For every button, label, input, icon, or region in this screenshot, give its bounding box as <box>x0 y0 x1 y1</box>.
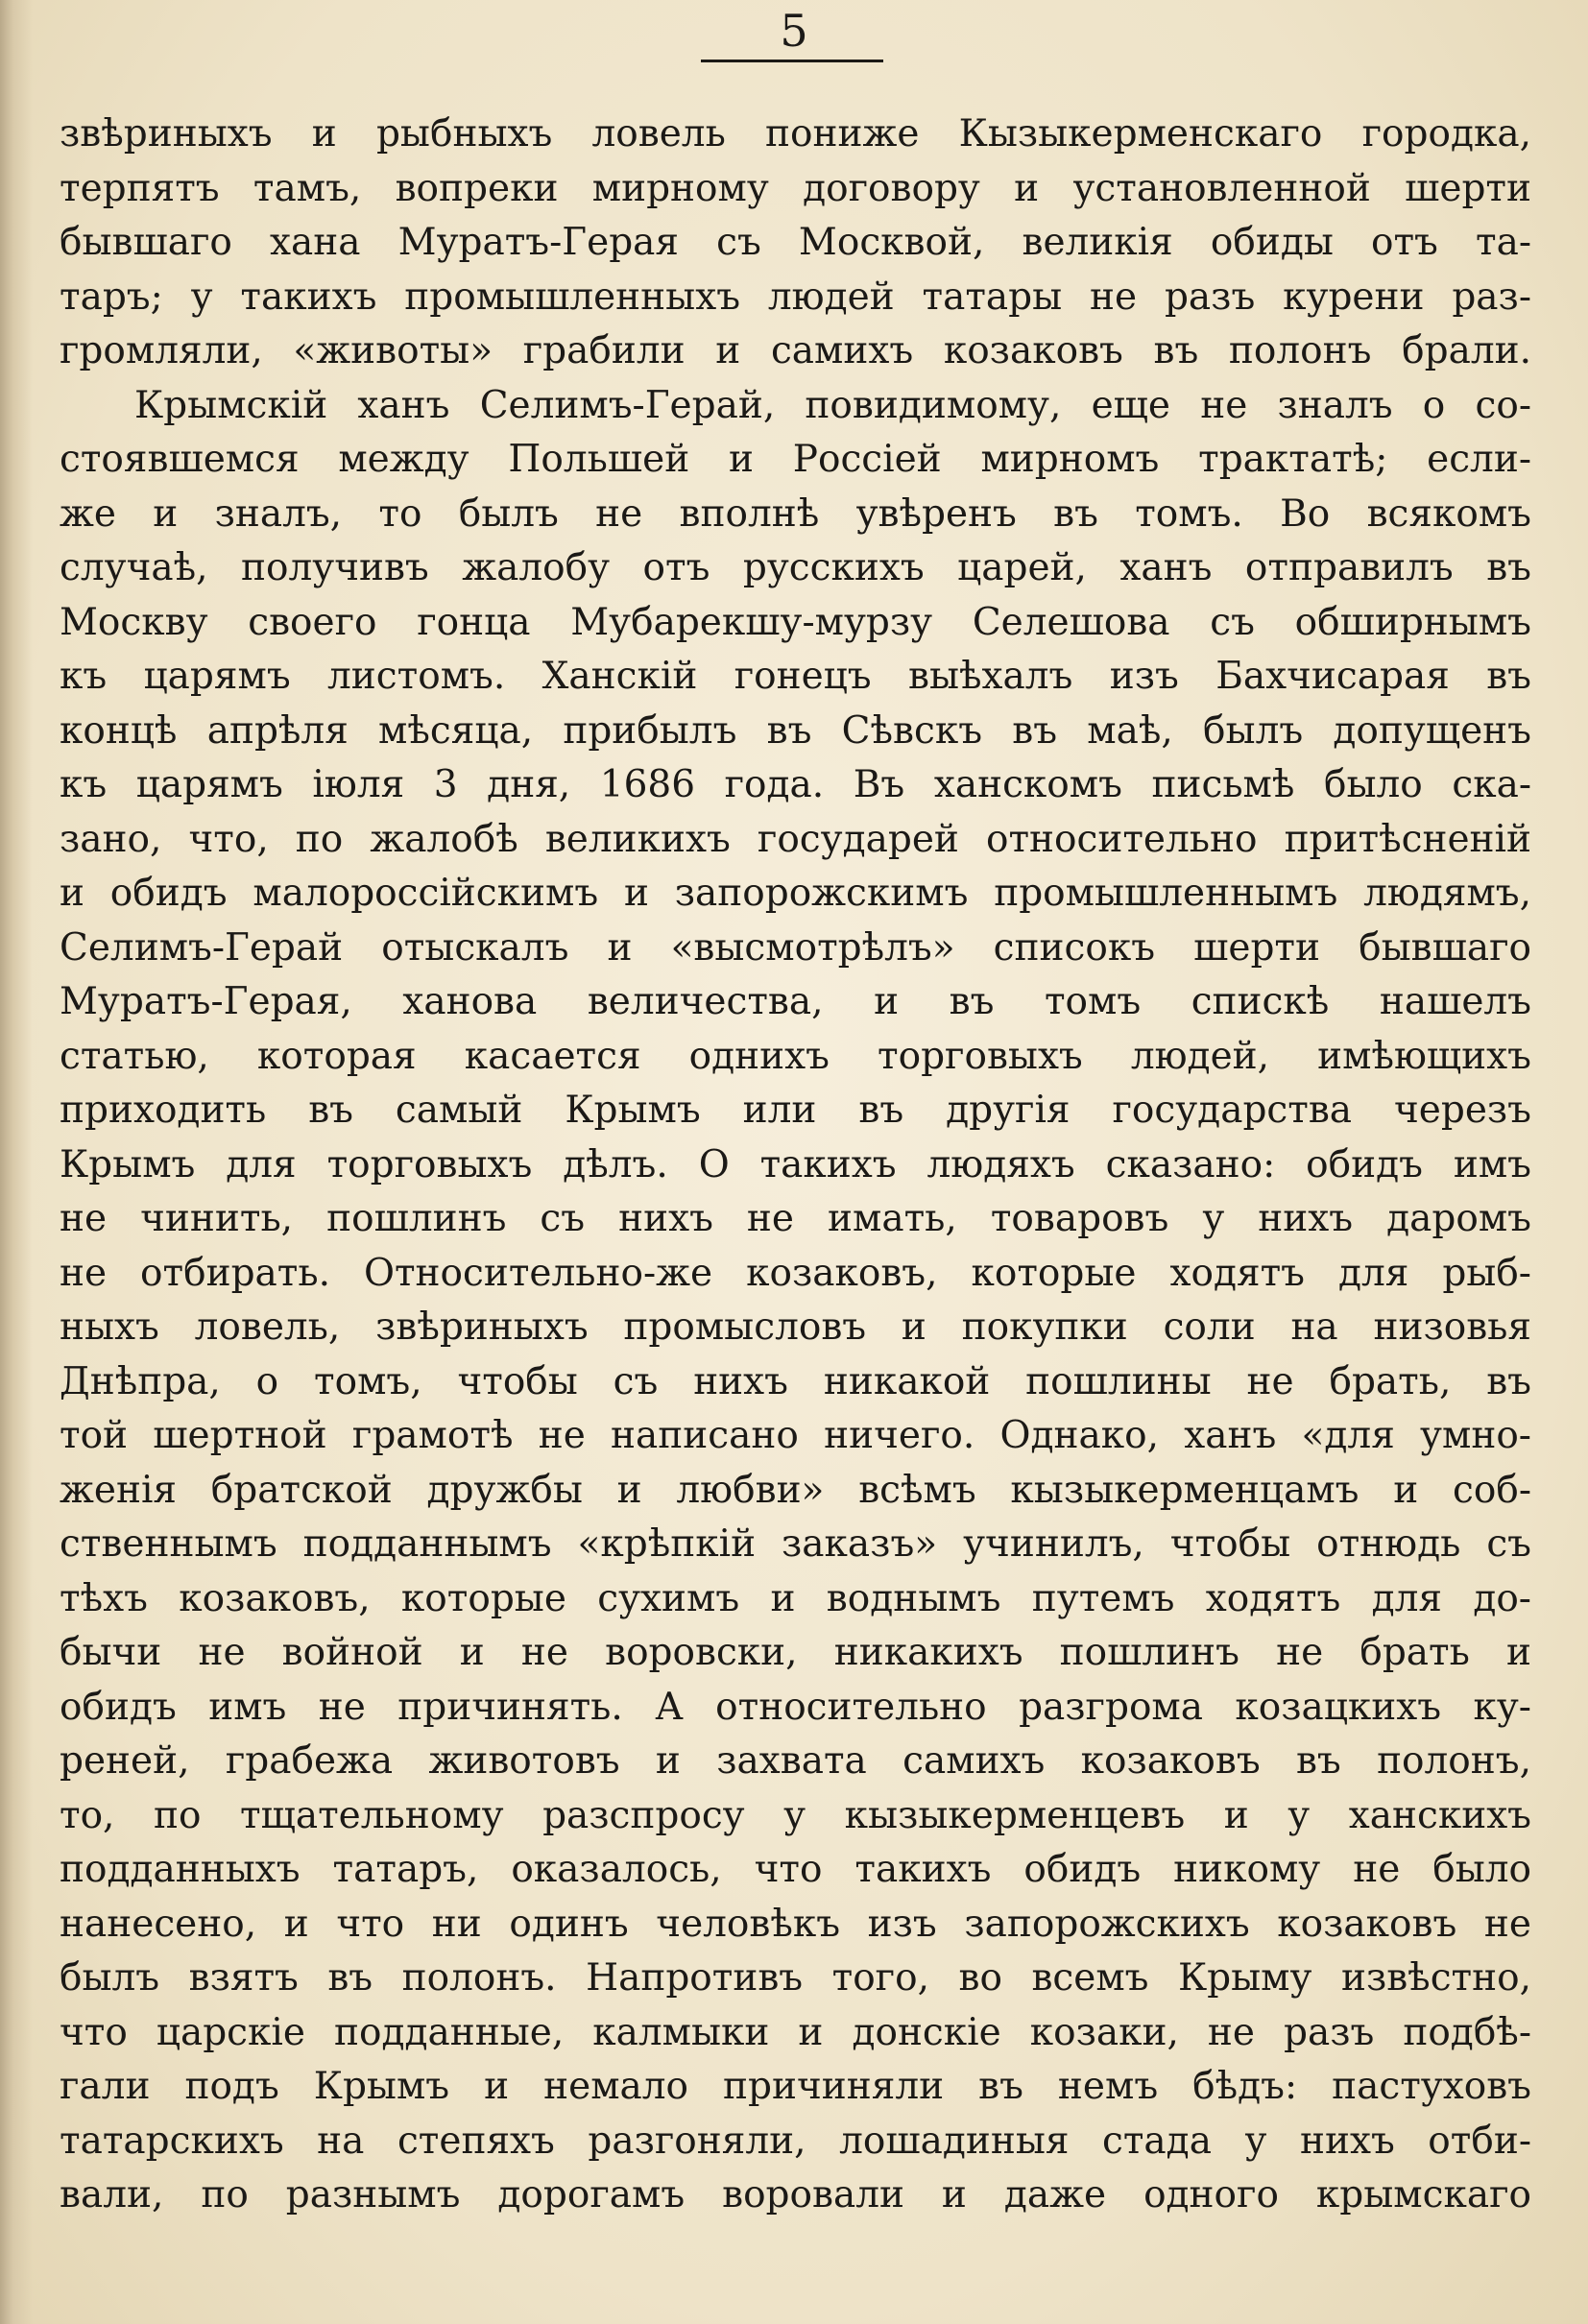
text-line: Крымъ для торговыхъ дѣлъ. О такихъ людяхъ сказано: обидъ имъ <box>60 1142 1531 1186</box>
text-line: къ царямъ іюля 3 дня, 1686 года. Въ ханскомъ письмѣ было ска- <box>60 763 1531 806</box>
text-line: громляли, «животы» грабили и самихъ козаковъ въ полонъ брали. <box>60 329 1531 372</box>
text-line: къ царямъ листомъ. Ханскій гонецъ выѣхалъ изъ Бахчисарая въ <box>60 655 1531 698</box>
text-line: Муратъ-Герая, ханова величества, и въ томъ спискѣ нашелъ <box>60 980 1531 1023</box>
paragraph-start-line: Крымскій ханъ Селимъ-Герай, повидимому, еще не зналъ о со- <box>134 383 1531 427</box>
text-line: не отбирать. Относительно-же козаковъ, которые ходятъ для рыб- <box>60 1251 1531 1295</box>
text-line: обидъ имъ не причинять. А относительно разгрома козацкихъ ку- <box>60 1685 1531 1729</box>
text-line: Москву своего гонца Мубарекшу-мурзу Селешова съ обширнымъ <box>60 600 1531 644</box>
text-line: же и зналъ, то былъ не вполнѣ увѣренъ въ томъ. Во всякомъ <box>60 491 1531 536</box>
text-line: случаѣ, получивъ жалобу отъ русскихъ царей, ханъ отправилъ въ <box>60 546 1531 589</box>
body-text <box>60 108 1531 2223</box>
text-line: вали, по разнымъ дорогамъ воровали и даже одного крымскаго <box>60 2173 1531 2216</box>
page-spine-shadow <box>0 0 33 2324</box>
text-line: и обидъ малороссійскимъ и запорожскимъ промышленнымъ людямъ, <box>60 872 1531 915</box>
text-line: бывшаго хана Муратъ-Герая съ Москвой, великія обиды отъ та- <box>60 221 1531 264</box>
text-line: женія братской дружбы и любви» всѣмъ кызыкерменцамъ и соб- <box>60 1468 1531 1512</box>
text-line: нанесено, и что ни одинъ человѣкъ изъ запорожскихъ козаковъ не <box>60 1902 1531 1946</box>
text-line: не чинить, пошлинъ съ нихъ не имать, товаровъ у нихъ даромъ <box>60 1197 1531 1240</box>
text-line: ныхъ ловель, звѣриныхъ промысловъ и покупки соли на низовья <box>60 1306 1531 1349</box>
text-line: реней, грабежа животовъ и захвата самихъ козаковъ въ полонъ, <box>60 1739 1531 1783</box>
text-line: татарскихъ на степяхъ разгоняли, лошадиныя стада у нихъ отби- <box>60 2119 1531 2163</box>
text-line: Днѣпра, о томъ, чтобы съ нихъ никакой пошлины не брать, въ <box>60 1359 1531 1403</box>
text-line: стоявшемся между Польшей и Россіей мирномъ трактатѣ; если- <box>60 438 1531 481</box>
text-line: то, по тщательному разспросу у кызыкерменцевъ и у ханскихъ <box>60 1793 1531 1837</box>
text-line: зано, что, по жалобѣ великихъ государей относительно притѣсненій <box>60 817 1531 861</box>
header-rule <box>701 60 883 62</box>
text-line: что царскіе подданные, калмыки и донскіе козаки, не разъ подбѣ- <box>60 2010 1531 2054</box>
text-line: подданныхъ татаръ, оказалось, что такихъ обидъ никому не было <box>60 1848 1531 1891</box>
text-line: концѣ апрѣля мѣсяца, прибылъ въ Сѣвскъ въ маѣ, былъ допущенъ <box>60 708 1531 753</box>
page-number: 5 <box>780 5 808 57</box>
text-line: гали подъ Крымъ и немало причиняли въ немъ бѣдъ: пастуховъ <box>60 2065 1531 2108</box>
text-line: той шертной грамотѣ не написано ничего. Однако, ханъ «для умно- <box>60 1414 1531 1457</box>
text-line: звѣриныхъ и рыбныхъ ловель пониже Кызыкерменскаго городка, <box>60 112 1531 156</box>
text-line: терпятъ тамъ, вопреки мирному договору и установленной шерти <box>60 166 1531 210</box>
text-line: статью, которая касается однихъ торговыхъ людей, имѣющихъ <box>60 1034 1531 1078</box>
text-line: былъ взятъ въ полонъ. Напротивъ того, во всемъ Крыму извѣстно, <box>60 1956 1531 2000</box>
text-line: бычи не войной и не воровски, никакихъ пошлинъ не брать и <box>60 1631 1531 1674</box>
text-line: тѣхъ козаковъ, которые сухимъ и воднымъ путемъ ходятъ для до- <box>60 1576 1531 1620</box>
text-line: приходить въ самый Крымъ или въ другія государства черезъ <box>60 1089 1531 1132</box>
text-line: ственнымъ подданнымъ «крѣпкій заказъ» учинилъ, чтобы отнюдь съ <box>60 1522 1531 1566</box>
text-line: таръ; у такихъ промышленныхъ людей татары не разъ курени раз- <box>60 275 1531 319</box>
text-line: Селимъ-Герай отыскалъ и «высмотрѣлъ» списокъ шерти бывшаго <box>60 925 1531 970</box>
